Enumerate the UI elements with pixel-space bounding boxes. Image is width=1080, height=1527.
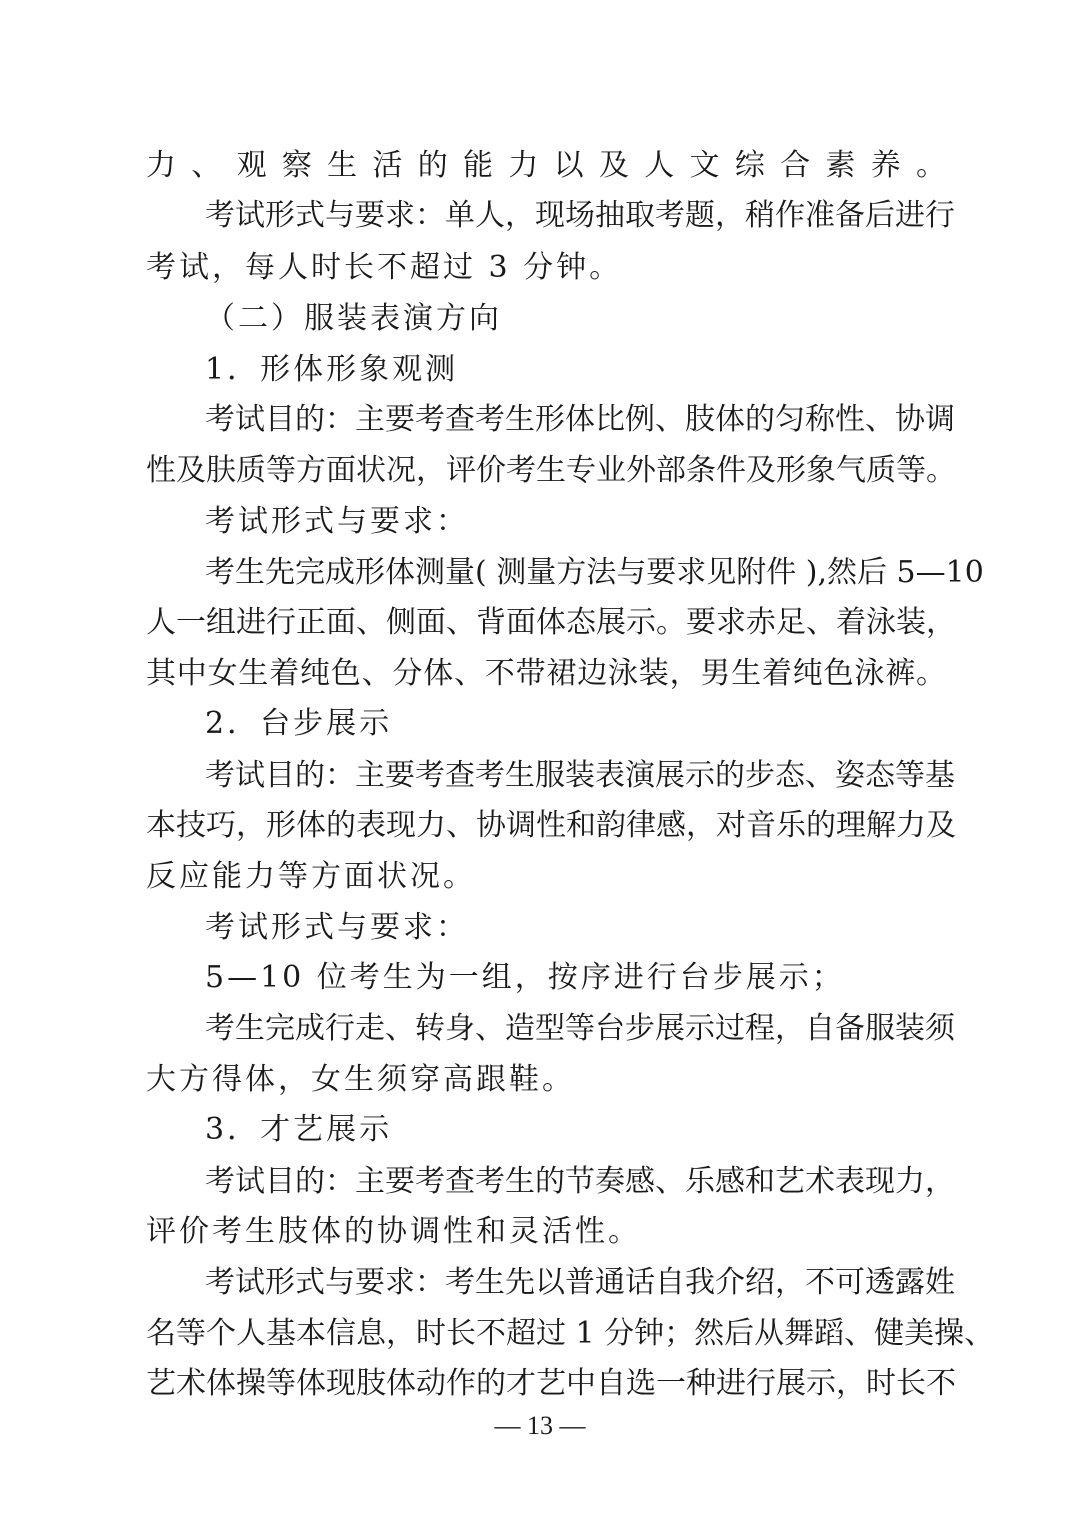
text-line: 考试目的：主要考查考生服装表演展示的步态、姿态等基 xyxy=(205,758,955,793)
page-number: — 13 — xyxy=(494,1411,586,1440)
subsection-heading: 2．台步展示 xyxy=(205,706,393,741)
section-heading: （二）服装表演方向 xyxy=(205,301,502,336)
text-line: 考试目的：主要考查考生的节奏感、乐感和艺术表现力， xyxy=(205,1164,955,1199)
text-line: 评价考生肢体的协调性和灵活性。 xyxy=(146,1214,641,1249)
text-line: 性及肤质等方面状况，评价考生专业外部条件及形象气质等。 xyxy=(146,453,956,488)
subsection-heading: 3．才艺展示 xyxy=(205,1112,393,1147)
text-line: 本技巧，形体的表现力、协调性和韵律感，对音乐的理解力及 xyxy=(146,808,956,843)
text-line: 考试形式与要求： xyxy=(205,910,469,945)
text-line: 考试，每人时长不超过 3 分钟。 xyxy=(146,250,623,285)
text-line: 考生先完成形体测量( 测量方法与要求见附件 ),然后 5—10 xyxy=(205,555,984,590)
text-line: 考试目的：主要考查考生形体比例、肢体的匀称性、协调 xyxy=(205,402,955,437)
text-line: 力、观察生活的能力以及人文综合素养。 xyxy=(146,148,946,183)
text-line: 大方得体，女生须穿高跟鞋。 xyxy=(146,1062,575,1097)
text-line: 考试形式与要求：考生先以普通话自我介绍，不可透露姓 xyxy=(205,1265,955,1300)
text-line: 艺术体操等体现肢体动作的才艺中自选一种进行展示，时长不 xyxy=(146,1366,956,1401)
text-line: 5—10 位考生为一组，按序进行台步展示； xyxy=(205,960,845,995)
text-line: 其中女生着纯色、分体、不带裙边泳装，男生着纯色泳裤。 xyxy=(146,656,946,691)
text-line: 人一组进行正面、侧面、背面体态展示。要求赤足、着泳装， xyxy=(146,605,956,640)
text-line: 考生完成行走、转身、造型等台步展示过程，自备服装须 xyxy=(205,1011,955,1046)
text-line: 考试形式与要求：单人，现场抽取考题，稍作准备后进行 xyxy=(205,198,955,233)
text-line: 考试形式与要求： xyxy=(205,504,469,539)
text-line: 反应能力等方面状况。 xyxy=(146,859,476,894)
subsection-heading: 1．形体形象观测 xyxy=(205,352,459,387)
text-line: 名等个人基本信息，时长不超过 1 分钟；然后从舞蹈、健美操、 xyxy=(146,1316,995,1351)
